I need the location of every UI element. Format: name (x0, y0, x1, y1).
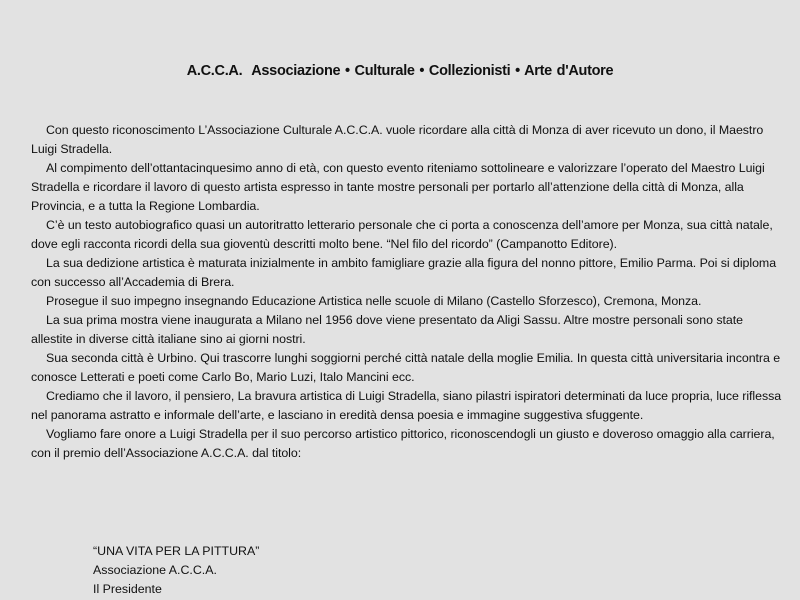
paragraph: C’è un testo autobiografico quasi un autoritratto letterario personale che ci porta a conoscenza dell’amore per Monza, sua città natale, dove egli racconta ricordi della sua gioventù descritti molto bene. “Nel filo del ricordo” (Campanotto Editore). (31, 218, 773, 251)
paragraph: Vogliamo fare onore a Luigi Stradella per il suo percorso artistico pittorico, riconoscendogli un giusto e doveroso omaggio alla carriera, con il premio dell’Associazione A.C.C.A. dal titolo: (31, 427, 775, 460)
paragraph: La sua dedizione artistica è maturata inizialmente in ambito famigliare grazie alla figura del nonno pittore, Emilio Parma. Poi si diploma con successo all’Accademia di Brera. (31, 256, 777, 289)
organization-name: Associazione A.C.C.A. (93, 563, 217, 577)
paragraph: Prosegue il suo impegno insegnando Educazione Artistica nelle scuole di Milano (Castello Sforzesco), Cremona, Monza. (46, 294, 702, 308)
document-body (31, 121, 783, 463)
paragraph: Sua seconda città è Urbino. Qui trascorre lunghi soggiorni perché città natale della moglie Emilia. In questa città universitaria incontra e conosce Letterati e poeti come Carlo Bo, Mario Luzi, Italo Mancini ecc. (31, 351, 781, 384)
paragraph: La sua prima mostra viene inaugurata a Milano nel 1956 dove viene presentato da Aligi Sassu. Altre mostre personali sono state allestite in diverse città italiane sino ai giorni nostri. (31, 313, 743, 346)
paragraph: Con questo riconoscimento L’Associazione Culturale A.C.C.A. vuole ricordare alla città di Monza di aver ricevuto un dono, il Maestro Luigi Stradella. (31, 123, 764, 156)
paragraph: Al compimento dell’ottantacinquesimo anno di età, con questo evento riteniamo sottolineare e valorizzare l’operato del Maestro Luigi Stradella e ricordare il lavoro di questo artista espresso in tante mostre personali per portarlo all’attenzione della città di Monza, alla Provincia, e a tutta la Regione Lombardia. (31, 161, 765, 213)
signatory-role: Il Presidente (93, 582, 162, 596)
award-title: “UNA VITA PER LA PITTURA” (93, 544, 260, 558)
signature-block (93, 542, 259, 599)
document-title: A.C.C.A. Associazione • Culturale • Collezionisti • Arte d'Autore (186, 63, 614, 79)
paragraph: Crediamo che il lavoro, il pensiero, La bravura artistica di Luigi Stradella, siano pilastri ispiratori determinati da luce propria, luce riflessa nel panorama astratto e informale dell’arte, e lasciano in eredità densa poesia e immagine suggestiva sfuggente. (31, 389, 782, 422)
